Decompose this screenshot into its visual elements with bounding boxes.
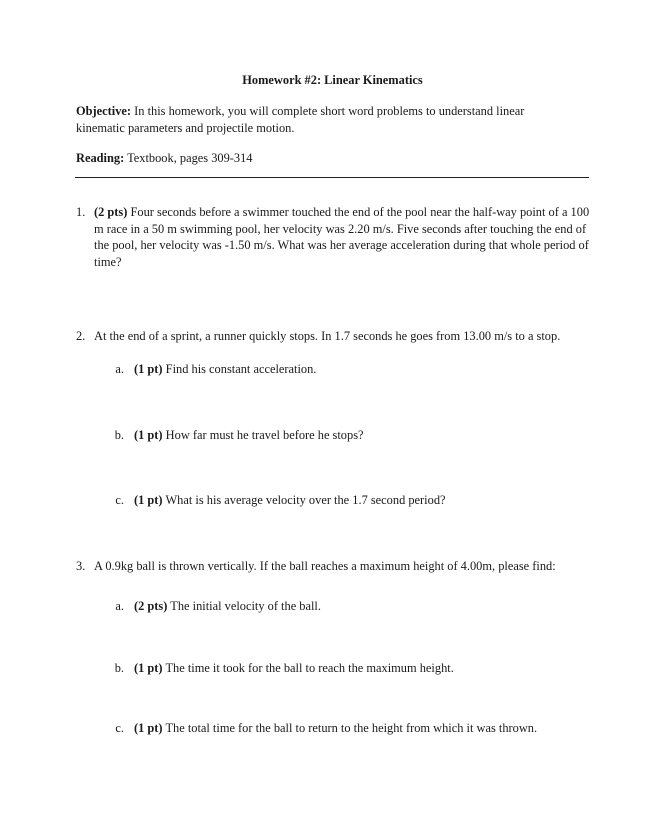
question-3a-letter: a. (115, 599, 124, 613)
question-3-text: A 0.9kg ball is thrown vertically. If the ball reaches a maximum height of 4.00m, please find: (94, 559, 556, 573)
question-2-text: At the end of a sprint, a runner quickly stops. In 1.7 seconds he goes from 13.00 m/s to a stop. (94, 329, 561, 343)
question-3-number: 3. (76, 559, 86, 573)
question-2b-text (134, 427, 574, 444)
question-3b-letter: b. (114, 661, 124, 675)
reading-paragraph (76, 150, 576, 167)
question-3c-points: (1 pt) (134, 721, 163, 735)
question-2a-letter: a. (115, 362, 124, 376)
question-3a-text (134, 598, 574, 615)
question-3c-body: The total time for the ball to return to the height from which it was thrown. (162, 721, 538, 735)
question-2a-points: (1 pt) (134, 362, 163, 376)
question-1-points: (2 pts) (94, 205, 128, 219)
question-2-number: 2. (76, 329, 86, 343)
question-3b-body: The time it took for the ball to reach the maximum height. (162, 661, 454, 675)
reading-text: Textbook, pages 309-314 (124, 151, 253, 165)
question-2c-points: (1 pt) (134, 493, 163, 507)
question-2c-letter: c. (115, 493, 124, 507)
question-2b-letter: b. (114, 428, 124, 442)
objective-label: Objective: (76, 104, 132, 118)
question-2a-body: Find his constant acceleration. (162, 362, 317, 376)
reading-label: Reading: (76, 151, 125, 165)
question-3a-points: (2 pts) (134, 599, 168, 613)
question-2c-body: What is his average velocity over the 1.7 second period? (162, 493, 446, 507)
question-3a-body: The initial velocity of the ball. (167, 599, 321, 613)
horizontal-rule (75, 177, 589, 178)
objective-paragraph (76, 103, 576, 136)
question-2a-text (134, 361, 574, 378)
question-3c-letter: c. (115, 721, 124, 735)
question-3b-text (134, 660, 574, 677)
question-1-body: Four seconds before a swimmer touched the end of the pool near the half-way point of a 100 m race in a 50 m swimming pool, her velocity was 2.20 m/s. Five seconds after touching the end of the pool, her velocity was -1.50 m/s. What was her average acceleration during that whole period of time? (94, 205, 590, 269)
question-2b-points: (1 pt) (134, 428, 163, 442)
question-2c-text (134, 492, 574, 509)
question-3b-points: (1 pt) (134, 661, 163, 675)
question-2b-body: How far must he travel before he stops? (162, 428, 364, 442)
question-3c-text (134, 720, 604, 737)
question-1-text (94, 204, 594, 270)
question-1-number: 1. (76, 205, 86, 219)
objective-text: In this homework, you will complete short word problems to understand linear kinematic parameters and projectile motion. (76, 104, 525, 135)
page-title: Homework #2: Linear Kinematics (242, 73, 423, 87)
